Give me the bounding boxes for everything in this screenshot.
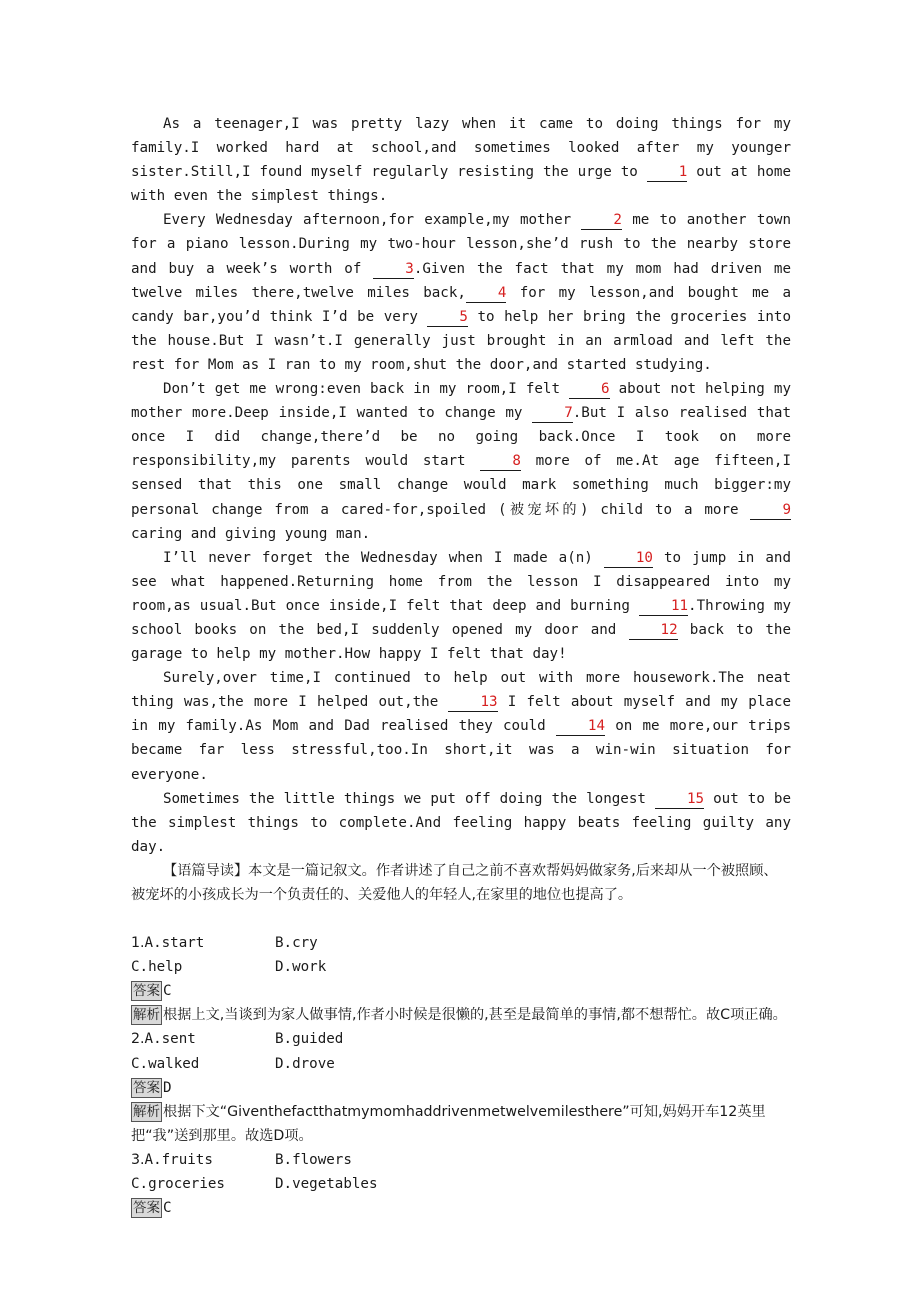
option-b: B.cry bbox=[275, 935, 318, 952]
options-row bbox=[131, 1148, 791, 1172]
answer-value: C bbox=[163, 1200, 172, 1217]
answer-value: D bbox=[163, 1079, 172, 1096]
answer-value: C bbox=[163, 983, 172, 1000]
blank-5: 5 bbox=[427, 308, 468, 327]
blank-3: 3 bbox=[373, 260, 414, 279]
options-row bbox=[131, 1172, 791, 1196]
answer-label: 答案 bbox=[133, 983, 160, 1000]
passage-guide bbox=[131, 859, 791, 907]
option-c: C.groceries bbox=[131, 1176, 225, 1193]
cloze-passage bbox=[131, 112, 791, 859]
guide-tag: 【语篇导读】 bbox=[163, 862, 249, 879]
answer-line bbox=[131, 979, 791, 1003]
question-number: 1. bbox=[131, 935, 145, 952]
guide-text: 本文是一篇记叙文。作者讲述了自己之前不喜欢帮妈妈做家务,后来却从一个被照顾、被宠坏的小孩成长为一个负责任的、关爱他人的年轻人,在家里的地位也提高了。 bbox=[131, 862, 778, 903]
answer-line bbox=[131, 1076, 791, 1100]
blank-13: 13 bbox=[448, 693, 497, 712]
blank-7: 7 bbox=[532, 404, 573, 423]
analysis-line bbox=[131, 1003, 791, 1027]
document-page bbox=[131, 112, 791, 1220]
options-row bbox=[131, 931, 791, 955]
answer-label: 答案 bbox=[133, 1200, 160, 1217]
blank-11: 11 bbox=[639, 597, 688, 616]
section-spacer bbox=[131, 907, 791, 931]
analysis-text: 根据下文“Giventhefactthatmymomhaddrivenmetwelvemilesthere”可知,妈妈开车12英里把“我”送到那里。故选D项。 bbox=[131, 1103, 766, 1144]
option-b: B.flowers bbox=[275, 1151, 352, 1168]
blank-15: 15 bbox=[655, 790, 704, 809]
answer-line bbox=[131, 1196, 791, 1220]
analysis-line bbox=[131, 1100, 791, 1148]
blank-8: 8 bbox=[480, 452, 521, 471]
option-b: B.guided bbox=[275, 1031, 344, 1048]
passage-paragraph-6: Sometimes the little things we put off doing the longest 15 out to be the simplest things to complete.And feeling happy beats feeling guilty any day. bbox=[131, 790, 792, 855]
question-number: 2. bbox=[131, 1031, 145, 1048]
answer-label: 答案 bbox=[133, 1079, 160, 1096]
question-number: 3. bbox=[131, 1151, 145, 1168]
passage-paragraph-2: Every Wednesday afternoon,for example,my mother 2 me to another town for a piano lesson.During my two-hour lesson,she’d rush to the nearby store and buy a week’s worth of 3.Given the fact that my mom had driven me twelve miles there,twelve miles back, 4 for my lesson,and bought me a candy bar,you’d think I’d be very 5 to help her bring the groceries into the house.But I wasn’t.I generally just brought in an armload and left the rest for Mom as I ran to my room,shut the door,and started studying. bbox=[131, 212, 791, 373]
passage-paragraph-1: As a teenager,I was pretty lazy when it came to doing things for my family.I worked hard at school,and sometimes looked after my younger sister.Still,I found myself regularly resisting the urge to 1 out at home with even the simplest things. bbox=[131, 116, 791, 205]
option-a: A.fruits bbox=[144, 1151, 213, 1168]
question-2 bbox=[131, 1027, 791, 1147]
blank-1: 1 bbox=[647, 163, 688, 182]
option-a: A.sent bbox=[144, 1031, 196, 1048]
options-row bbox=[131, 955, 791, 979]
options-row bbox=[131, 1027, 791, 1051]
analysis-label: 解析 bbox=[133, 1103, 160, 1120]
option-d: D.drove bbox=[275, 1055, 335, 1072]
passage-paragraph-5: Surely,over time,I continued to help out with more housework.The neat thing was,the more I helped out,the 13 I felt about myself and my place in my family.As Mom and Dad realised they could 14 on me more,our trips became far less stressful,too.In short,it was a win-win situation for everyone. bbox=[131, 670, 791, 783]
blank-12: 12 bbox=[629, 621, 678, 640]
blank-2: 2 bbox=[581, 211, 622, 230]
question-3 bbox=[131, 1148, 791, 1220]
option-a: A.start bbox=[144, 935, 205, 952]
blank-9: 9 bbox=[750, 501, 791, 520]
blank-10: 10 bbox=[604, 549, 653, 568]
blank-14: 14 bbox=[556, 717, 605, 736]
analysis-text: 根据上文,当谈到为家人做事情,作者小时候是很懒的,甚至是最简单的事情,都不想帮忙。故C项正确。 bbox=[163, 1007, 787, 1024]
option-c: C.walked bbox=[131, 1055, 200, 1072]
options-row bbox=[131, 1052, 791, 1076]
option-d: D.work bbox=[275, 959, 327, 976]
passage-paragraph-3: Don’t get me wrong:even back in my room,I felt 6 about not helping my mother more.Deep inside,I wanted to change my 7.But I also realised that once I did change,there’d be no going back.Once I took on more responsibility,my parents would start 8 more of me.At age fifteen,I sensed that this one small change would mark something much bigger:my personal change from a cared-for,spoiled (被宠坏的) child to a more 9 caring and giving young man. bbox=[131, 381, 791, 542]
passage-paragraph-4: I’ll never forget the Wednesday when I made a(n) 10 to jump in and see what happened.Returning home from the lesson I disappeared into my room,as usual.But once inside,I felt that deep and burning 11.Throwing my school books on the bed,I suddenly opened my door and 12 back to the garage to help my mother.How happy I felt that day! bbox=[131, 549, 792, 663]
blank-6: 6 bbox=[569, 380, 610, 399]
question-1 bbox=[131, 931, 791, 1027]
blank-4: 4 bbox=[466, 284, 507, 303]
analysis-label: 解析 bbox=[133, 1007, 160, 1024]
option-d: D.vegetables bbox=[275, 1176, 378, 1193]
option-c: C.help bbox=[131, 959, 183, 976]
